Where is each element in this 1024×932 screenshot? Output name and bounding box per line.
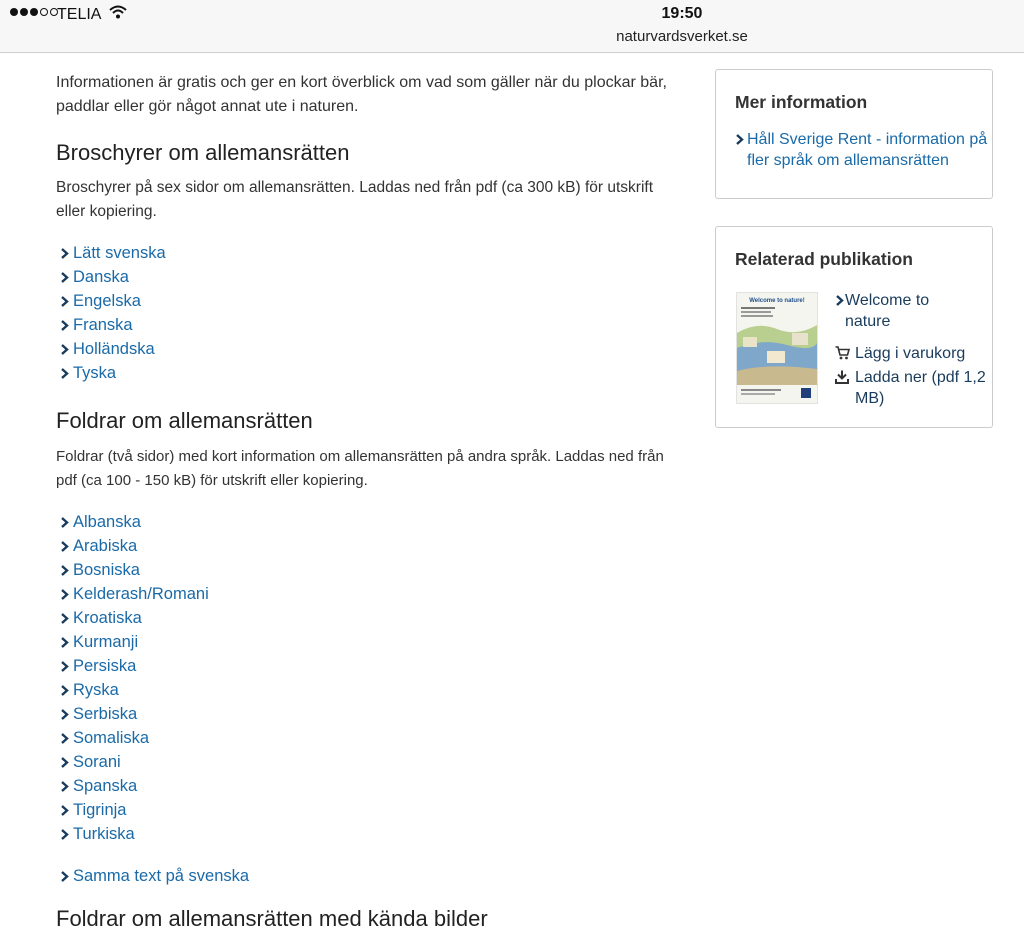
link-label: Håll Sverige Rent - information på fler språk om allemansrätten — [747, 131, 988, 169]
link-label: Lätt svenska — [73, 244, 166, 262]
related-publication-title: Relaterad publikation — [735, 249, 913, 269]
link-label: Holländska — [73, 340, 155, 358]
list-item — [60, 654, 209, 678]
language-link[interactable] — [60, 561, 140, 579]
link-label: Albanska — [73, 513, 141, 531]
language-link[interactable] — [60, 537, 137, 555]
hall-sverige-rent-link[interactable] — [735, 129, 992, 171]
link-label: Bosniska — [73, 561, 140, 579]
language-link[interactable] — [60, 609, 142, 627]
link-label: Persiska — [73, 657, 137, 675]
link-label: Tyska — [73, 364, 117, 382]
chevron-right-icon — [60, 565, 69, 576]
list-item — [60, 558, 209, 582]
link-label: Samma text på svenska — [73, 867, 250, 885]
chevron-right-icon — [60, 661, 69, 672]
list-item — [60, 822, 209, 846]
link-label: Serbiska — [73, 705, 138, 723]
chevron-right-icon — [60, 871, 69, 882]
list-item — [60, 534, 209, 558]
download-pdf-button[interactable] — [835, 367, 995, 409]
link-label: Engelska — [73, 292, 141, 310]
chevron-right-icon — [735, 134, 744, 145]
language-link[interactable] — [60, 753, 121, 771]
language-link[interactable] — [60, 801, 127, 819]
list-item — [60, 864, 249, 888]
chevron-right-icon — [60, 781, 69, 792]
language-link[interactable] — [60, 681, 119, 699]
add-to-cart-button[interactable] — [835, 343, 995, 364]
list-item — [60, 582, 209, 606]
chevron-right-icon — [60, 344, 69, 355]
link-label: Spanska — [73, 777, 138, 795]
chevron-right-icon — [60, 320, 69, 331]
download-icon — [835, 370, 849, 384]
language-link[interactable] — [60, 633, 138, 651]
language-link[interactable] — [60, 340, 155, 358]
list-item — [60, 774, 209, 798]
link-label: Arabiska — [73, 537, 138, 555]
language-link[interactable] — [60, 364, 116, 382]
download-label: Ladda ner (pdf 1,2 MB) — [855, 369, 986, 407]
folder-language-list — [60, 510, 209, 846]
next-section-heading: Foldrar om allemansrätten med kända bilder — [56, 906, 488, 931]
publication-thumbnail[interactable] — [736, 292, 818, 404]
chevron-right-icon — [60, 541, 69, 552]
shopping-cart-icon — [835, 346, 850, 360]
intro-text: Informationen är gratis och ger en kort överblick om vad som gäller när du plockar bär, paddlar eller gör något annat ute i naturen. — [56, 74, 667, 115]
same-text-list — [60, 864, 249, 888]
brochures-description: Broschyrer på sex sidor om allemansrätten. Laddas ned från pdf (ca 300 kB) för utskrift eller kopiering. — [56, 179, 654, 220]
list-item — [60, 241, 166, 265]
language-link[interactable] — [60, 513, 141, 531]
chevron-right-icon — [60, 589, 69, 600]
link-label: Ryska — [73, 681, 119, 699]
address-bar-url[interactable]: naturvardsverket.se — [616, 28, 748, 45]
chevron-right-icon — [60, 733, 69, 744]
list-item — [60, 702, 209, 726]
language-link[interactable] — [60, 825, 135, 843]
status-time: 19:50 — [661, 5, 703, 22]
chevron-right-icon — [60, 517, 69, 528]
publication-cover-image — [737, 293, 817, 403]
language-link[interactable] — [60, 705, 137, 723]
language-link[interactable] — [60, 292, 141, 310]
list-item — [60, 337, 166, 361]
language-link[interactable] — [60, 657, 136, 675]
status-bar — [0, 0, 1024, 53]
related-publication-box — [715, 226, 993, 428]
chevron-right-icon — [60, 296, 69, 307]
chevron-right-icon — [60, 248, 69, 259]
link-label: Welcome to nature — [845, 292, 930, 330]
more-info-title: Mer information — [735, 92, 868, 112]
list-item — [60, 726, 209, 750]
link-label: Turkiska — [73, 825, 135, 843]
language-link[interactable] — [60, 316, 133, 334]
language-link[interactable] — [60, 585, 209, 603]
link-label: Franska — [73, 316, 133, 334]
list-item — [60, 510, 209, 534]
welcome-to-nature-link[interactable] — [835, 290, 975, 332]
chevron-right-icon — [60, 709, 69, 720]
chevron-right-icon — [60, 613, 69, 624]
link-label: Kurmanji — [73, 633, 139, 651]
chevron-right-icon — [60, 829, 69, 840]
more-info-box — [715, 69, 993, 199]
list-item — [60, 678, 209, 702]
chevron-right-icon — [60, 685, 69, 696]
language-link[interactable] — [60, 777, 137, 795]
list-item — [60, 798, 209, 822]
list-item — [60, 289, 166, 313]
link-label: Tigrinja — [73, 801, 127, 819]
add-to-cart-label: Lägg i varukorg — [855, 345, 966, 362]
list-item — [60, 750, 209, 774]
folders-heading: Foldrar om allemansrätten — [56, 408, 313, 433]
link-label: Kelderash/Romani — [73, 585, 209, 603]
list-item — [60, 313, 166, 337]
link-label: Danska — [73, 268, 129, 286]
folders-description: Foldrar (två sidor) med kort information om allemansrätten på andra språk. Laddas ned från pdf (ca 100 - 150 kB) för utskrift eller kopiering. — [56, 448, 664, 489]
chevron-right-icon — [60, 272, 69, 283]
chevron-right-icon — [60, 368, 69, 379]
chevron-right-icon — [60, 757, 69, 768]
list-item — [60, 265, 166, 289]
language-link[interactable] — [60, 268, 129, 286]
list-item — [60, 361, 166, 385]
brochures-heading: Broschyrer om allemansrätten — [56, 140, 350, 165]
brochure-language-list — [60, 241, 166, 385]
link-label: Sorani — [73, 753, 121, 771]
language-link[interactable] — [60, 244, 166, 262]
link-label: Somaliska — [73, 729, 150, 747]
list-item — [60, 630, 209, 654]
list-item — [60, 606, 209, 630]
language-link[interactable] — [60, 729, 149, 747]
chevron-right-icon — [60, 637, 69, 648]
same-text-swedish-link[interactable] — [60, 867, 249, 885]
carrier-name: TELIA — [57, 6, 102, 23]
link-label: Kroatiska — [73, 609, 142, 627]
thumbnail-title: Welcome to nature! — [749, 298, 805, 304]
chevron-right-icon — [60, 805, 69, 816]
chevron-right-icon — [835, 295, 844, 306]
